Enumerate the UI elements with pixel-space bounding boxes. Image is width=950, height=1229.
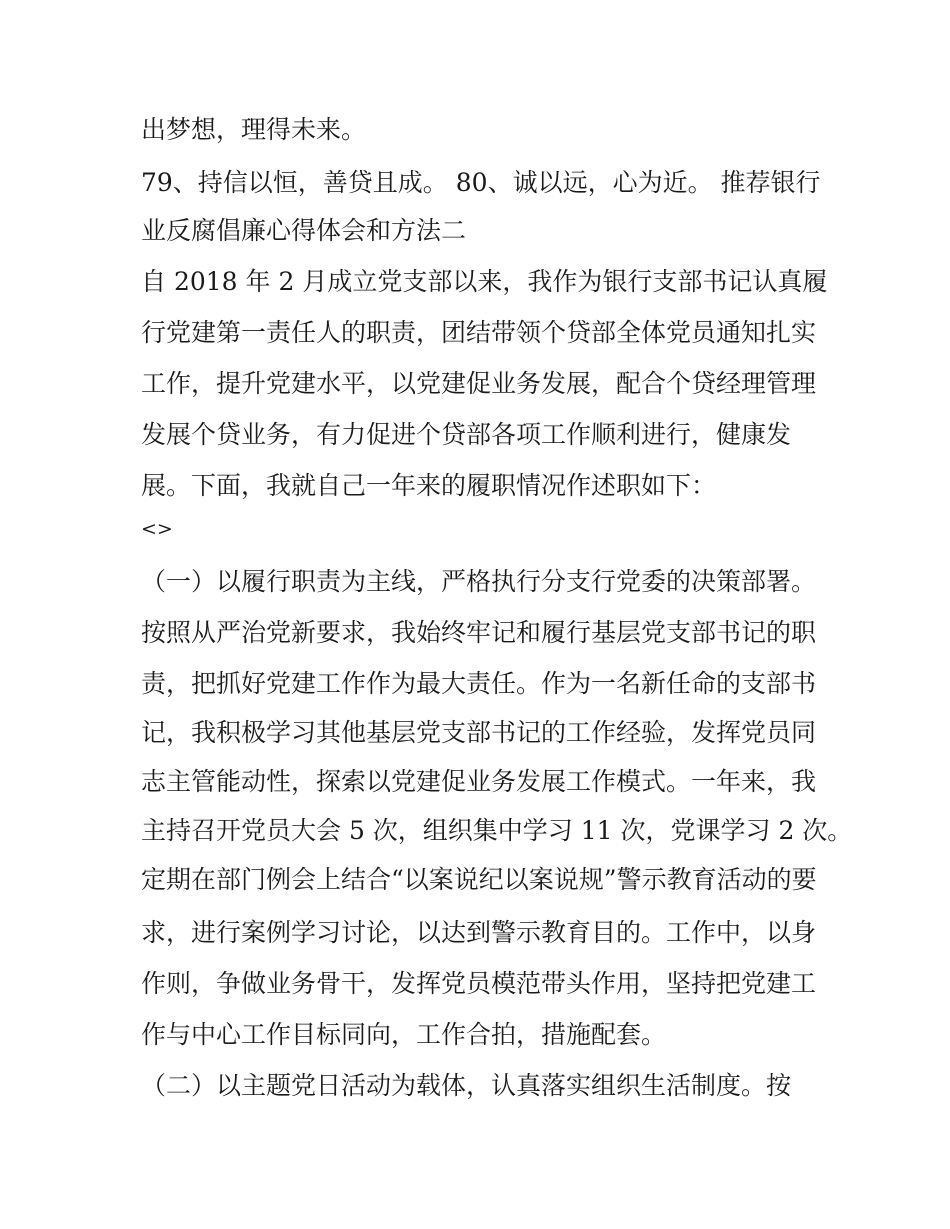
text-line: 展。下面，我就自己一年来的履职情况作述职如下： (141, 471, 717, 500)
text-line: 工作，提升党建水平，以党建促业务发展，配合个贷经理管理 (141, 369, 817, 398)
text-line: 定期在部门例会上结合“以案说纪以案说规”警示教育活动的要 (141, 865, 817, 894)
text-line: 79、持信以恒，善贷且成。 80、诚以远，心为近。 推荐银行 (141, 168, 821, 197)
text-line: 记，我积极学习其他基层党支部书记的工作经验，发挥党员同 (141, 718, 817, 747)
section-heading-2: （二）以主题党日活动为载体，认真落实组织生活制度。按 (141, 1071, 792, 1100)
text-line: 求，进行案例学习讨论，以达到警示教育目的。工作中，以身 (141, 918, 817, 947)
text-line: 作与中心工作目标同向，工作合拍，措施配套。 (141, 1020, 667, 1049)
text-line: 按照从严治党新要求，我始终牢记和履行基层党支部书记的职 (141, 618, 817, 647)
text-line: 志主管能动性，探索以党建促业务发展工作模式。一年来，我 (141, 767, 817, 796)
text-line: 出梦想，理得未来。 (141, 115, 367, 144)
text-line: 作则，争做业务骨干，发挥党员模范带头作用，坚持把党建工 (141, 969, 817, 998)
text-line: 责，把抓好党建工作作为最大责任。作为一名新任命的支部书 (141, 669, 817, 698)
text-line-placeholder: <> (141, 518, 173, 540)
text-line: 业反腐倡廉心得体会和方法二 (141, 216, 467, 245)
text-line: 行党建第一责任人的职责，团结带领个贷部全体党员通知扎实 (141, 318, 817, 347)
text-line: 发展个贷业务，有力促进个贷部各项工作顺利进行，健康发 (141, 420, 792, 449)
text-line: 自 2018 年 2 月成立党支部以来，我作为银行支部书记认真履 (141, 267, 828, 296)
text-line: 主持召开党员大会 5 次，组织集中学习 11 次，党课学习 2 次。 (141, 816, 853, 845)
section-heading-1: （一）以履行职责为主线，严格执行分支行党委的决策部署。 (141, 567, 817, 596)
